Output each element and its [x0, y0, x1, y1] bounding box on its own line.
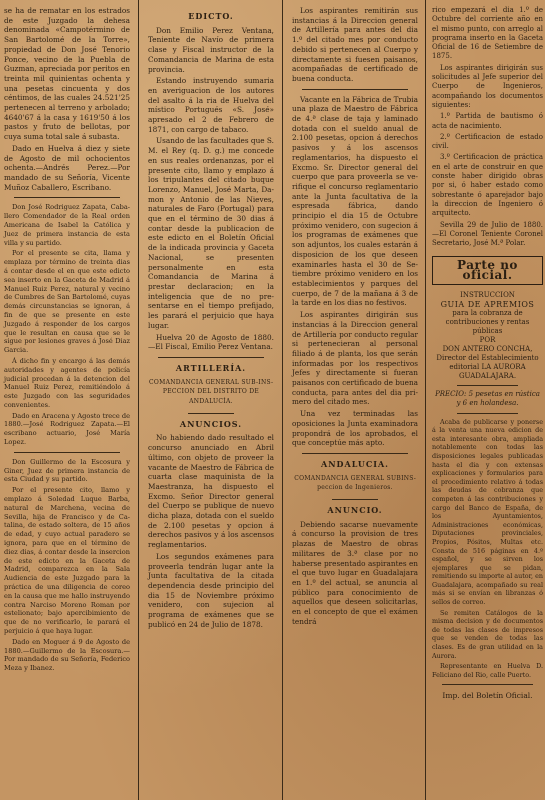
summons-text-3: Por el presente cito, llamo y emplazo á Soledad Luque Barba, natural de Marchena, vecina de Sevilla, hija de Francisco y de Catalina, de estado soltera, de 15 años de edad, y cuyo actual paradero se ignora, para que en el término de diez dias, á contar desde la insercion de este edicto en la Gaceta de Madrid, comparezca en la Sala Audiencia de este Juzgado para la práctica de una diligencia de coreo en la causa que me hallo instruyendo contra Narciso Moreno Roman por estelionato; bajo apercibimiento de que de no verificarlo, le parará el perjuicio á que haya lugar.	[4, 486, 130, 636]
comandancia-subheading: COMANDANCIA GENERAL SUB-INSPECCION DEL DISTRITO DE ANDALUCÍA.	[149, 378, 273, 406]
column-rule	[282, 0, 283, 800]
divider-short	[457, 413, 518, 414]
documento-1: 1.º Partida de bautismo ó acta de nacimiento.	[432, 112, 543, 130]
divider-short	[188, 413, 234, 414]
ingenieros-subheading: COMANDANCIA GENERAL SUBINSpeccion de Ingenieros.	[294, 474, 416, 492]
aspirantes-text: Los aspirantes remitirán sus instancias á la Direccion general de Artillería para antes del dia 1.º del citado mes por conducto debido si pertenecen al Cuerpo y directamente si fuesen paisanos, acompañadas de certificado de buena conducta.	[292, 6, 418, 83]
artilleria-heading: ARTILLERÍA.	[175, 362, 247, 373]
catalogos-text: Se remiten Catálogos de la misma decision y de documentos de todas las clases de impresos que se venden de todas las clases. Es de gran utilidad en la Aurora.	[432, 608, 543, 660]
summons-text-2: Á dicho fin y encargo á las demás autoridades y agentes de policía judicial procedan á la detencion del Manuel Ruiz Perez, remitiéndolo á este Juzgado con las seguridades convenientes.	[4, 356, 130, 409]
andalucia-heading: ANDALUCIA.	[321, 458, 389, 469]
edicto-text: Estando instruyendo sumaria en averiguacion de los autores del asalto á la ria de Huelva del místico Portugués «S. José» apresado el 2 de Febrero de 1871, con cargo de tabaco.	[148, 76, 274, 134]
instruccion-label: INSTRUCCION	[460, 291, 515, 300]
divider	[158, 357, 264, 358]
parte-no-oficial-title: Parte no oficial.	[432, 256, 543, 285]
sevilla-signature: Sevilla 29 de Julio de 1880.—El Coronel Teniente Coronel Secretario, José M.ª Polar.	[432, 220, 543, 248]
edict-text: se ha de rematar en los estrados de este Juzgado la dehesa denominada «Campotérmino de San Bartolomé de la Torre», propiedad de Don José Tenorio Ponce, vecino de la Puebla de Guzman, apreciada por peritos en treinta mil quinientas ochenta y una pesetas cincuenta y dos céntimos, de las cuales 24.521'25 pertenecen al terreno y arbolado; 4640'67 á la casa y 1619'50 á los pastos y fruto de bellotas, por cuya suma total sale á subasta.	[4, 6, 131, 142]
documento-3: 3.º Certificacion de práctica en el arte de construir en que conste haber dirigido obras por si, ó haber estado como sobrestante ó aparejador bajo la direccion de Ingeniero ó arquitecto.	[432, 153, 543, 218]
anuncios-heading: ANUNCIOS.	[179, 418, 243, 429]
column-2	[142, 0, 278, 800]
summons-signature: Dado en Aracena y Agosto trece de 1880.—José Rodriguez Zapata.—El escribano actuario, José María Lopez.	[4, 411, 130, 447]
divider	[14, 197, 120, 198]
vacante-text: Vacante en la Fábrica de Trubia una plaza de Maestro de Fábrica de 4.ª clase de taja y laminado dotada con el sueldo anual de 2.100 pesetas, opcion á derechos pasivos y á los ascensos reglamentarios, ha dispuesto el Excmo. Sr. Director general del cuerpo que para proveerla se verifique el concurso reglamentario ante la Junta facultativa de la espresada fábrica, dando principio el dia 15 de Octubre próximo venidero, con sugecion á los programas de exámenes que son adjuntos, los cuales estarán á disposicion de los que deseen examinarles hasta el 30 de Setiembre próximo venidero en los establecimientos y parques del cuerpo, de 7 de la mañana á 3 de la tarde en los dias no festivos.	[292, 94, 418, 308]
judge-header: Don José Rodriguez Zapata, Caballero Comendador de la Real orden Americana de Isabel la Católica y Juez de primera instancia de esta villa y su partido.	[4, 203, 130, 247]
column-rule	[425, 0, 426, 800]
column-4	[428, 0, 545, 800]
edicto-text-2: Usando de las facultades que S. M. el Rey (q. D. g.) me concede en sus reales ordenanzas, por el presente cito, llamo y emplazo á los tripulantes del citado buque Lorenzo, Manuel, José Marta, Damon y Antonio de las Nieves, naturales de Faro (Portugal) para que en el término de 30 dias á contar desde la publicacion de este edicto en el Boletín Oficial de la indicada provincia y Gaceta Nacional, se presenten personalmente en esta Comandancia de Marina á prestar declaracion; en la inteligencia que de no presentarse en el tiempo prefijado, les parará el perjuicio que haya lugar.	[148, 136, 274, 330]
author-role: Director del Establecimiento editorial LA AURORA	[436, 354, 539, 372]
por-label: POR	[479, 336, 496, 345]
aspirantes-text-2: Los aspirantes dirigirán sus instancias á la Direccion general de Artillería por conducto regular si pertenecieran al personal filiado á de planta, los que serán informadas por los respectivos Jefes y directamente si fueran paisanos con certificado de buena conducta, para antes del dia primero del citado mes.	[292, 310, 418, 407]
representante-text: Representante en Huelva D. Feliciano del Rio, calle Puerto.	[432, 662, 543, 679]
summons-text: Por el presente se cita, llama y emplaza por término de treinta dias á contar desde el en que este edicto sea inserto en la Gaceta de Madrid á Manuel Ruiz Perez, natural y vecino de Cumbres de San Bartolomé, cuyas demás circunstancias se ignoran, á fin de que se presente en este Juzgado á responder de los cargos que le resultan en causa que se le sigue por lesiones graves á José Diaz Garcia.	[4, 249, 130, 355]
edicto-heading: EDICTO.	[188, 11, 234, 21]
oposiciones-text: Una vez terminadas las oposiciones la Junta examinadora propondrá de los aprobados, el que conceptúe más apto.	[292, 409, 418, 448]
divider	[14, 452, 120, 453]
column-rule	[138, 0, 139, 800]
divider	[302, 89, 408, 90]
anuncio-maestros-text: Debiendo sacarse nuevamente á concurso la provision de tres plazas de Maestro de obras militares de 3.ª clase por no haberse presentado aspirantes en el que tuvo lugar en Guadalajara en 1.º del actual, se anuncia al público para conocimiento de aquellos que deseen solicitarlas, en el concepto de que el exámen tendrá	[292, 519, 418, 626]
anuncio-text-2: Los segundos exámenes para proveerla tendrán lugar ante la Junta facultativa de la citada dependencia desde principio del dia 15 de Noviembre próximo venidero, con sujecion al programa de exámenes que se publicó en 24 de Julio de 1878.	[148, 551, 274, 629]
author-name: DON ANTERO CONCHA,	[442, 345, 533, 354]
publisher-city: GUADALAJARA.	[458, 372, 517, 381]
judge-header-2: Don Guillermo de la Escosura y Giner, Juez de primera instancia de esta Ciudad y su partido.	[4, 457, 130, 484]
imprint-text: Imp. del Boletín Oficial.	[442, 691, 533, 701]
guia-subtitle: para la cobranza de contribuciones y rentas públicas	[445, 309, 530, 336]
column-1	[0, 0, 134, 800]
anuncio-text: No habiendo dado resultado el concurso anunciado en Abril último, con objeto de proveer la vacante de Maestro de Fábrica de cuarta clase maquinista de la Maestranza, ha dispuesto el Excmo. Señor Director general del Cuerpo se publique de nuevo dicha plaza, dotada con el sueldo de 2.100 pesetas y opcion á derechos pasivos y á los ascensos reglamentarios.	[148, 433, 274, 550]
edict-signature: Dado en Huelva á diez y siete de Agosto de mil ochocientos ochenta.—Andrés Perez.—Por mandado de su Señoría, Vicente Muñoz Caballero, Escribano.	[4, 143, 130, 192]
divider-short	[457, 385, 518, 386]
price-text: PRECIO: 5 pesetas en rústica y 6 en holandesa.	[435, 390, 540, 408]
fiscal-header: Don Emilio Perez Ventana, Teniente de Navío de primera clase y Fiscal instructor de la Comandancia de Marina de esta provincia.	[148, 25, 274, 74]
solicitudes-text: Los aspirantes dirigirán sus solicitudes al Jefe superior del Cuerpo de Ingenieros, acompañando los documentos siguientes:	[432, 63, 543, 109]
edicto-signature: Huelva 20 de Agosto de 1880.—El Fiscal, Emilio Perez Ventana.	[148, 332, 274, 352]
column-3	[286, 0, 422, 800]
divider	[302, 453, 408, 454]
publication-description: Acaba de publicarse y ponerse á la venta una nueva edicion de esta interesante obra, ampliada notablemente con todas las disposiciones legales publicadas hasta el dia y con extensas explicaciones y formularios para el procedimiento relativo á todas las deudas de cobranza que competen á las contribuciones y cargo del Banco de España, de los Ayuntamientos, Administraciones económicas, Diputaciones provinciales, Propios, Pósitos, Multas etc. Consta de 516 páginas en 4.º español, y se sirven los ejemplares que se pidan, remitiendo su importe al autor, en Guadalajara, acompañado su real más si se envían en libranzas ó sellos de correo.	[432, 417, 543, 607]
summons-signature-2: Dado en Moguer á 9 de Agosto de 1880.—Guillermo de la Escosura.—Por mandado de su Señoría, Federico Meza y Ibanez.	[4, 637, 130, 673]
concurso-text: rico empezará el dia 1.º de Octubre del corriente año en el mismo punto, con arreglo al programa inserto en la Gaceta Oficial de 16 de Setiembre de 1875.	[432, 6, 543, 61]
divider	[442, 684, 533, 685]
documento-2: 2.º Certificacion de estado civil.	[432, 132, 543, 151]
divider-short	[332, 499, 378, 500]
anuncio-heading: ANUNCIO.	[327, 505, 383, 516]
guia-title: GUIA DE APREMIOS	[440, 300, 535, 310]
